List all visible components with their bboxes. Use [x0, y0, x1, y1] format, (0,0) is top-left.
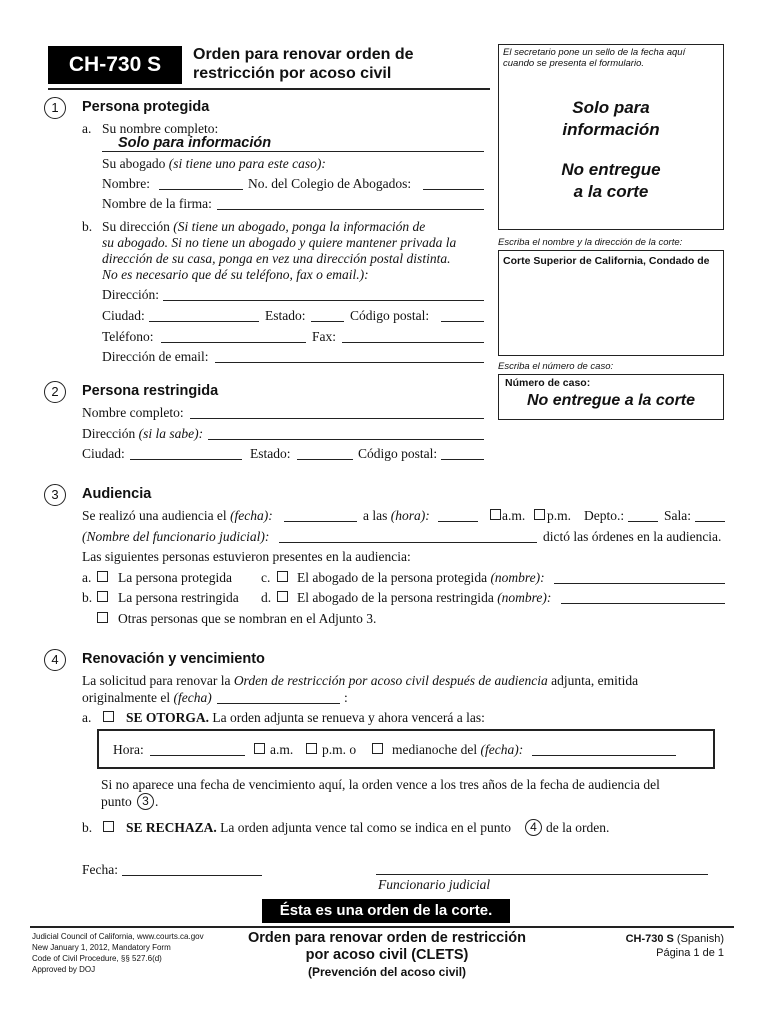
s4-granted-text: SE OTORGA. La orden adjunta se renueva y ahora vencerá a las:	[126, 710, 485, 725]
s3-restrained-lawyer-checkbox[interactable]	[277, 591, 288, 602]
s4-a-label: a.	[82, 710, 92, 725]
signature-officer-line[interactable]	[376, 874, 708, 875]
s4-note-ref-3: 3	[137, 793, 154, 810]
s3-time-line[interactable]	[438, 521, 478, 522]
s3-pm-checkbox[interactable]	[534, 509, 545, 520]
form-id-box	[48, 46, 182, 84]
s1-state-label: Estado:	[265, 308, 306, 323]
s3-protected-lawyer-checkbox[interactable]	[277, 571, 288, 582]
clerk-stamp-instructions: El secretario pone un sello de la fecha aquí cuando se presenta el formulario.	[503, 47, 686, 69]
s2-state-label: Estado:	[250, 446, 291, 461]
s4-denied-ref-4: 4	[525, 819, 542, 836]
s1-address-label: Dirección:	[102, 287, 159, 302]
s1-bar-line[interactable]	[423, 189, 484, 190]
s4-note-1: Si no aparece una fecha de vencimiento aquí, la orden vence a los tres años de la fecha de audiencia del	[101, 777, 660, 792]
s3-protected-checkbox[interactable]	[97, 571, 108, 582]
case-number-value[interactable]: No entregue a la corte	[526, 392, 696, 409]
s2-zip-line[interactable]	[441, 459, 484, 460]
signature-officer-label: Funcionario judicial	[378, 877, 491, 892]
s2-name-label: Nombre completo:	[82, 405, 184, 420]
header-rule	[48, 88, 490, 90]
s1-full-name-value[interactable]: Solo para información	[118, 135, 272, 151]
section-3-title: Audiencia	[82, 486, 152, 502]
s2-address-line[interactable]	[208, 439, 484, 440]
s1-fax-label: Fax:	[312, 329, 337, 344]
s4-pm-checkbox[interactable]	[306, 743, 317, 754]
s1-state-line[interactable]	[311, 321, 344, 322]
s2-address-label: Dirección (si la sabe):	[82, 426, 204, 441]
s1-email-line[interactable]	[215, 362, 484, 363]
s4-denied-end: de la orden.	[546, 820, 610, 835]
section-1-number: 1	[44, 97, 66, 119]
form-id: CH-730 S	[68, 53, 162, 76]
s3-room-label: Sala:	[664, 508, 691, 523]
s3-dept-line[interactable]	[628, 521, 658, 522]
s3-officer-label: (Nombre del funcionario judicial):	[82, 529, 270, 544]
s1-phone-label: Teléfono:	[102, 329, 154, 344]
s4-am-label: a.m.	[270, 742, 294, 757]
s4-denied-text: SE RECHAZA. La orden adjunta vence tal como se indica en el punto	[126, 820, 512, 835]
s3-protected-lawyer-label: El abogado de la persona protegida (nombre):	[297, 570, 545, 585]
s4-intro-1: La solicitud para renovar la Orden de restricción por acoso civil después de audiencia adjunta, emitida	[82, 673, 639, 688]
court-order-banner: Ésta es una orden de la corte.	[262, 899, 510, 923]
s1-address-note-2: su abogado. Si no tiene un abogado y quiere mantener privada la	[102, 235, 457, 250]
s4-b-label: b.	[82, 820, 93, 835]
s3-officer-line[interactable]	[279, 542, 537, 543]
watermark-info: Solo para información No entregue a la corte	[561, 98, 661, 201]
footer-rule	[30, 926, 734, 928]
s1-lawyer-name-line[interactable]	[159, 189, 243, 190]
signature-date-label: Fecha:	[82, 862, 118, 877]
s3-b-label: b.	[82, 590, 93, 605]
s4-midnight-checkbox[interactable]	[372, 743, 383, 754]
s1-phone-line[interactable]	[161, 342, 306, 343]
footer-right: CH-730 S (Spanish) Página 1 de 1	[625, 933, 724, 959]
s3-d-label: d.	[261, 590, 272, 605]
s3-time-label: a las (hora):	[363, 508, 430, 523]
s4-note-2: punto	[101, 794, 132, 809]
section-4-number: 4	[44, 649, 66, 671]
s3-protected-label: La persona protegida	[118, 570, 232, 585]
section-2-title: Persona restringida	[82, 383, 219, 399]
s3-c-label: c.	[261, 570, 271, 585]
s4-midnight-date-line[interactable]	[532, 755, 676, 756]
s3-present-text: Las siguientes personas estuvieron presentes en la audiencia:	[82, 549, 411, 564]
footer-left: Judicial Council of California, www.courts.ca.gov New January 1, 2012, Mandatory Form Code of Civil Procedure, §§ 527.6(d) Approved by DOJ	[32, 932, 204, 974]
court-name[interactable]: Corte Superior de California, Condado de	[503, 255, 710, 267]
s3-protected-lawyer-line[interactable]	[554, 583, 725, 584]
section-2-number: 2	[44, 381, 66, 403]
s3-date-line[interactable]	[284, 521, 357, 522]
s1-address-line[interactable]	[163, 300, 484, 301]
s1-address-heading: Su dirección (Si tiene un abogado, ponga la información de	[102, 219, 426, 234]
case-instructions: Escriba el número de caso:	[498, 361, 614, 372]
s4-pm-label: p.m. o	[322, 742, 357, 757]
s2-state-line[interactable]	[297, 459, 353, 460]
s3-restrained-label: La persona restringida	[118, 590, 239, 605]
s4-note-period: .	[155, 794, 159, 809]
s4-granted-checkbox[interactable]	[103, 711, 114, 722]
s1-full-name-label: Su nombre completo:	[102, 121, 219, 136]
s1-city-line[interactable]	[149, 321, 259, 322]
s3-held-text: Se realizó una audiencia el (fecha):	[82, 508, 273, 523]
s3-restrained-checkbox[interactable]	[97, 591, 108, 602]
s4-denied-checkbox[interactable]	[103, 821, 114, 832]
s1-bar-label: No. del Colegio de Abogados:	[248, 176, 412, 191]
section-4-title: Renovación y vencimiento	[82, 651, 265, 667]
s2-zip-label: Código postal:	[358, 446, 438, 461]
s3-room-line[interactable]	[695, 521, 725, 522]
s4-intro-colon: :	[344, 690, 348, 705]
form-title: Orden para renovar orden de restricción por acoso civil	[193, 46, 414, 82]
s1-fax-line[interactable]	[342, 342, 484, 343]
s1-email-label: Dirección de email:	[102, 349, 209, 364]
s1-a-label: a.	[82, 121, 92, 136]
s4-original-date-line[interactable]	[217, 703, 340, 704]
s2-city-line[interactable]	[130, 459, 242, 460]
s1-city-label: Ciudad:	[102, 308, 145, 323]
s4-midnight-label: medianoche del (fecha):	[392, 742, 524, 757]
s3-restrained-lawyer-line[interactable]	[561, 603, 725, 604]
s3-am-label: a.m.	[502, 508, 526, 523]
s3-restrained-lawyer-label: El abogado de la persona restringida (nombre):	[297, 590, 552, 605]
s1-lawyer-label: Su abogado (si tiene uno para este caso):	[102, 156, 326, 171]
s1-firm-label: Nombre de la firma:	[102, 196, 212, 211]
s3-others-label: Otras personas que se nombran en el Adjunto 3.	[118, 611, 377, 626]
s4-hora-label: Hora:	[113, 742, 144, 757]
signature-date-line[interactable]	[122, 875, 262, 876]
s2-name-line[interactable]	[190, 418, 484, 419]
section-3-number: 3	[44, 484, 66, 506]
s4-am-checkbox[interactable]	[254, 743, 265, 754]
s4-hora-line[interactable]	[150, 755, 245, 756]
s3-dept-label: Depto.:	[584, 508, 625, 523]
s1-address-note-3: dirección de su casa, ponga en vez una dirección postal distinta.	[102, 251, 451, 266]
s1-address-note-4: No es necesario que dé su teléfono, fax o email.):	[102, 267, 369, 282]
s3-am-checkbox[interactable]	[490, 509, 501, 520]
s1-firm-line[interactable]	[217, 209, 484, 210]
s1-full-name-line	[102, 151, 484, 152]
s3-a-label: a.	[82, 570, 92, 585]
s1-b-label: b.	[82, 219, 93, 234]
footer-center: Orden para renovar orden de restricción por acoso civil (CLETS) (Prevención del acoso civil)	[247, 930, 526, 979]
s1-lawyer-name-label: Nombre:	[102, 176, 150, 191]
s1-zip-line[interactable]	[441, 321, 484, 322]
court-instructions: Escriba el nombre y la dirección de la corte:	[498, 237, 683, 248]
s3-pm-label: p.m.	[547, 508, 572, 523]
section-1-title: Persona protegida	[82, 99, 210, 115]
s3-others-checkbox[interactable]	[97, 612, 108, 623]
case-label: Número de caso:	[505, 377, 591, 389]
s2-city-label: Ciudad:	[82, 446, 125, 461]
s3-issued-text: dictó las órdenes en la audiencia.	[543, 529, 722, 544]
s1-zip-label: Código postal:	[350, 308, 430, 323]
s4-intro-2: originalmente el (fecha)	[82, 690, 212, 705]
